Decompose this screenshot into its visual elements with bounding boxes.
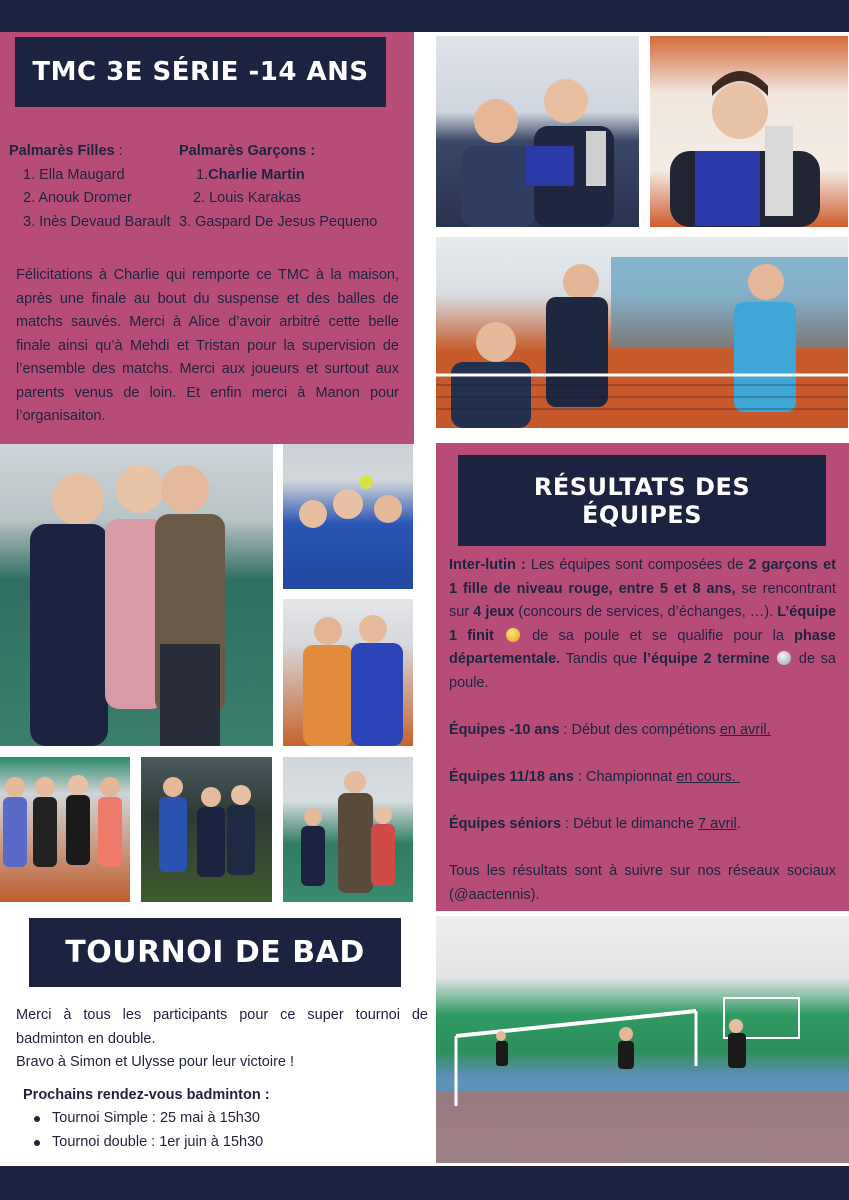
boys-palmares [179, 140, 415, 234]
u18-label: Équipes 11/18 ans [449, 769, 574, 785]
boys-rank-2: 2. Louis Karakas [193, 190, 302, 206]
photo-boys-trophies-art [436, 36, 639, 227]
bad-next-heading: Prochains rendez-vous badminton : [23, 1087, 270, 1103]
bad-congrats: Bravo à Simon et Ulysse pour leur victoire ! [16, 1054, 295, 1070]
interlutin-paragraph [449, 554, 836, 695]
photo-two-boys-art [283, 599, 413, 746]
boys-heading: Palmarès Garçons : [179, 143, 316, 159]
girls-palmares [9, 140, 184, 234]
results-title [458, 455, 826, 546]
photo-three-kids [0, 444, 273, 746]
bad-title-text: TOURNOI DE BAD [65, 935, 365, 970]
boys-rank-1-number: 1. [196, 166, 209, 183]
u18-line [449, 766, 836, 790]
girls-rank-3: 3. Inès Devaud Barault [23, 213, 171, 230]
u10-label: Équipes -10 ans [449, 722, 560, 738]
photo-two-boys [283, 599, 413, 746]
bad-paragraph: Merci à tous les participants pour ce super tournoi de badminton en double. [16, 1007, 428, 1047]
interlutin-bold-1: 2 garçons et 1 fille de niveau rouge, entre 5 et 8 ans, [449, 557, 837, 597]
boys-rank-3: 3. Gaspard De Jesus Pequeno [179, 213, 378, 230]
girls-heading-colon: : [114, 143, 123, 159]
follow-text: Tous les résultats sont à suivre sur nos réseaux sociaux (@aactennis). [449, 863, 836, 903]
bad-upcoming-list [24, 1107, 424, 1154]
photo-girl-trophy [650, 36, 848, 227]
seniors-date: 7 avril [698, 816, 737, 832]
u10-line [449, 719, 836, 743]
photo-four-girls [0, 757, 130, 902]
photo-girls-group [283, 444, 413, 589]
silver-medal-icon [777, 651, 791, 665]
girls-rank-1: 1. Ella Maugard [23, 166, 125, 183]
photo-kids-outdoor-art [141, 757, 272, 902]
photo-four-girls-art [0, 757, 130, 902]
photo-girls-group-art [283, 444, 413, 589]
photo-court-net-art [436, 237, 848, 428]
tmc-title [15, 37, 386, 107]
interlutin-bold-4: phase départementale. [449, 627, 837, 667]
seniors-end: . [736, 816, 741, 832]
interlutin-text-4: de sa poule et se qualifie pour la [521, 627, 795, 644]
interlutin-label: Inter-lutin : [449, 557, 526, 573]
interlutin-text-3: (concours de services, d’échanges, …). [514, 604, 778, 620]
interlutin-text-5: Tandis que [560, 651, 644, 667]
photo-coach-kids [283, 757, 413, 902]
interlutin-text-6: de sa poule. [449, 651, 836, 691]
seniors-text: : Début le dimanche [561, 816, 699, 832]
photo-badminton-hall [436, 916, 849, 1163]
bad-title [29, 918, 401, 987]
bad-upcoming-item: Tournoi double : 1er juin à 15h30 [24, 1131, 424, 1155]
u10-text: : Début des compétions [559, 722, 720, 738]
photo-boys-trophies [436, 36, 639, 227]
u10-date: en avril. [719, 722, 771, 738]
gold-medal-icon [506, 628, 520, 642]
photo-girl-trophy-art [650, 36, 848, 227]
photo-coach-kids-art [283, 757, 413, 902]
u18-status: en cours. [676, 769, 740, 785]
seniors-label: Équipes séniors [449, 816, 562, 832]
girls-rank-2: 2. Anouk Dromer [23, 190, 132, 206]
boys-rank-1-name: Charlie Martin [208, 166, 305, 183]
tmc-paragraph: Félicitations à Charlie qui remporte ce TMC à la maison, après une finale au bout du suspense et des balles de matchs sauvés. Merci à Alice d’avoir arbitré cette belle finale ainsi qu’à Mehdi et Tristan pour la supervision de l’ensemble des matchs. Merci aux joueurs et surtout aux parents venus de loin. Et enfin merci à Manon pour l’organisaiton. [16, 267, 399, 424]
results-title-line1: RÉSULTATS DES [533, 472, 751, 501]
interlutin-bold-5: l’équipe 2 termine [643, 651, 770, 667]
photo-court-net [436, 237, 848, 428]
photo-kids-outdoor [141, 757, 272, 902]
bottom-bar [0, 1166, 849, 1200]
interlutin-text-2: se rencontrant sur [449, 580, 836, 620]
tmc-title-text: TMC 3E SÉRIE -14 ANS [32, 57, 369, 87]
interlutin-bold-2: 4 jeux [473, 604, 515, 620]
results-title-line2: ÉQUIPES [582, 500, 702, 529]
photo-three-kids-art [0, 444, 273, 746]
girls-heading: Palmarès Filles [9, 143, 115, 159]
interlutin-bold-3: L’équipe 1 finit [449, 604, 837, 644]
u18-text: : Championnat [573, 769, 677, 785]
photo-badminton-hall-art [436, 916, 849, 1163]
seniors-line [449, 813, 836, 837]
bad-upcoming-item: Tournoi Simple : 25 mai à 15h30 [24, 1107, 424, 1131]
boys-rank-1 [179, 164, 415, 188]
top-bar [0, 0, 849, 32]
interlutin-text-1: Les équipes sont composées de [525, 557, 749, 573]
